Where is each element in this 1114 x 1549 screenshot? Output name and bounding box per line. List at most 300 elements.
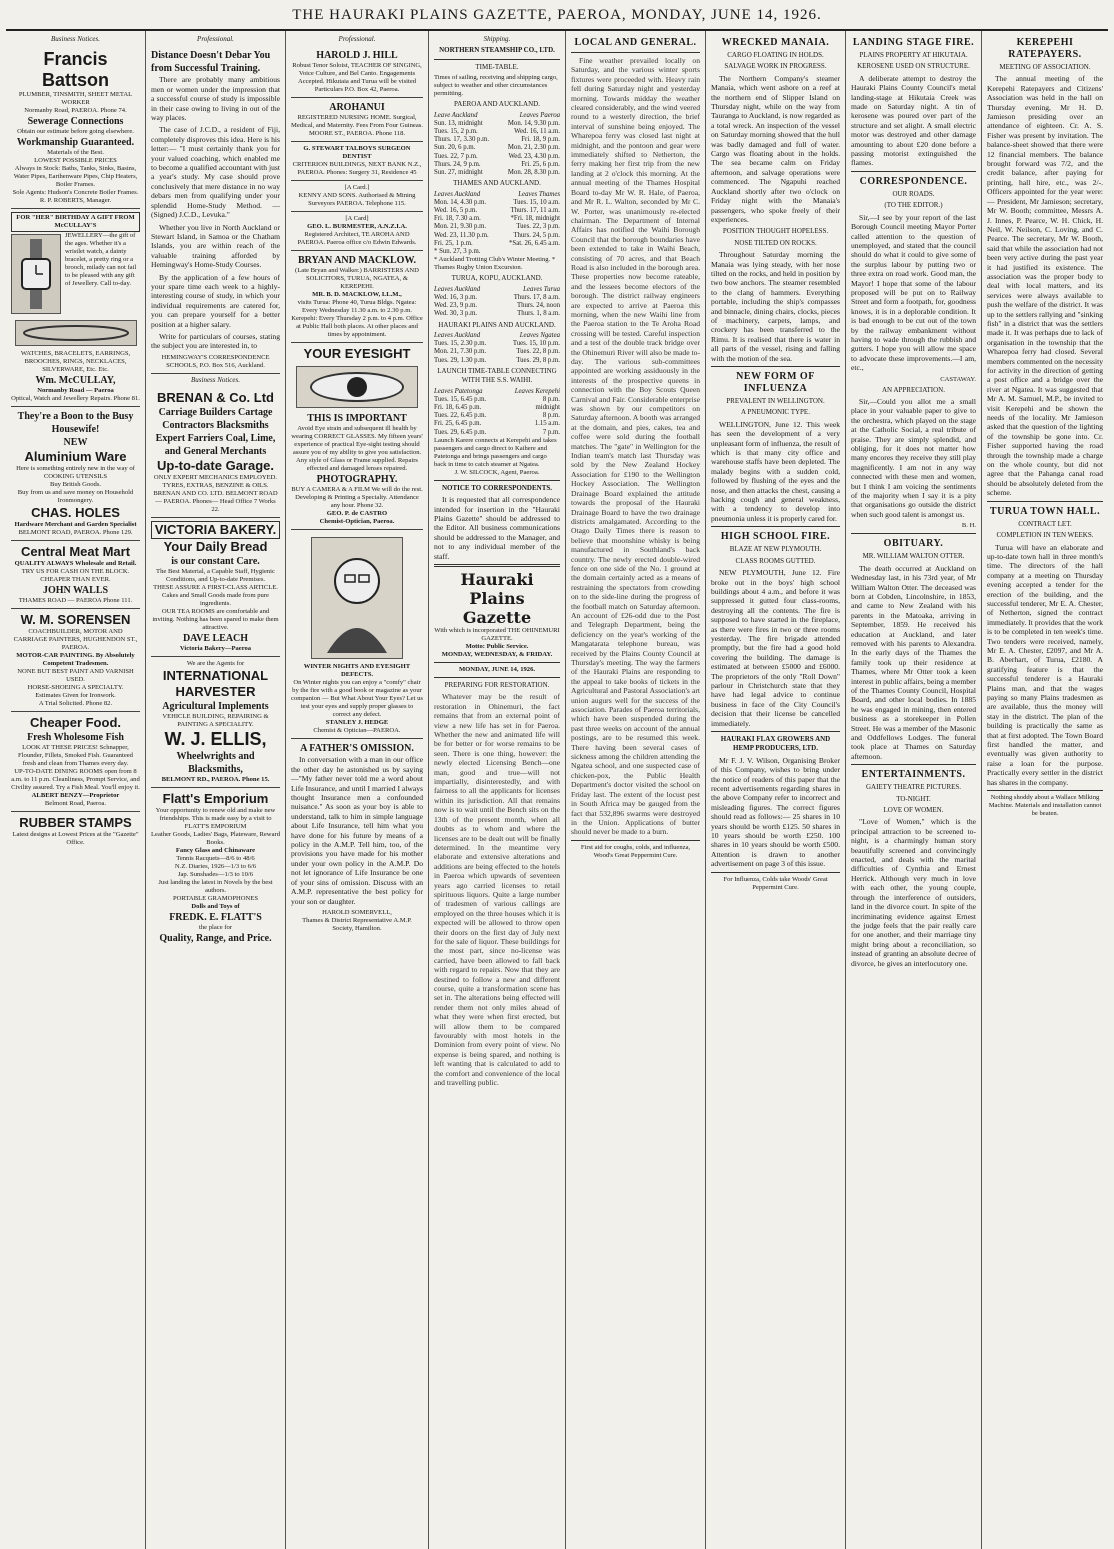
motto-text: Motto: Public Service.: [465, 643, 529, 650]
schedule-cell: Fri. 25, 6 p.m.: [521, 160, 560, 168]
article-text: Fine weather prevailed locally on Saturday, and the various winter sports fixtures were proceeded with. Heavy rain fell during Saturday night and yesterday morning. Towards midday the weather cleared considerably, and the wind veered round to a westerly direction, the brief interval of sunshine being enjoyed. The Wharepoa ferry was closed last night at midnight, and the pontoon and gear were immediately shifted to Netherton, the ferry making her first trip from the new landing at 2 o'clock this morning. At the annual meeting of the Thames Hospital Board to-day Mr W. R. Hale, of Paeroa, and Mr R. L. Walton, seconded by Mr C. W. Porter, was unanimously re-elected chairman. The Department of Internal Affairs has notified the Waihi Borough Council that the borough boundaries have been extended to take in Waihi Beach, consisting of 70 acres, and that Beach Road is also included in the borough area. These properties now become rateable, and the lessees become electors of the borough. The district railway engineers are expected to arrive at Paeroa this morning, when the new Waihi line from the Paeroa station to the Te Aroha Road crossing will be tested. Careful inspection and a test of the double track bridge over the Ohinemuri River will also be made to-day. The various sub-committees appointed are working assiduously in the interests of the prospective queens in connection with the Boy Scouts Queen Carnival and Fair. Considerable enterprise was shown by our competitors on Saturday afternoon. A booth was arranged at the domain, and pies, cakes, tea and coffee were sold during the football matches. The "gate" in Wellington for the Indian team's match last Thursday was sold by the New Zealand Hockey Association for £190 to the Wellington Hockey Association. The Wellington Drainage Board explained the attitude towards the proposal of the Hauraki Drainage Board to have the two drainage districts amalgamated. According to the Otago Daily Times there is reason to believe that moonshine whisky is being manufactured in Southland's back country. The newly erected double-wired fence on one side of the No. 1 ground at the domain certainly acted as a means of restraining the spectators from crowding on to the side-line during the progress of the football match on Saturday afternoon. An account of £26-odd due to the Post and Telegraph Department, being the deficiency on the year's working of the Mangatarata telephone bureau, was received by the Plains County Council at Thursday's meeting. The way the farmers of the Hauraki Plains are responding to the appeal to take books of tickets in the Agricultural and Pastoral Association's art union augurs well for the success of the association. Parades of Paeroa territorials, which have been suspended during the past three weeks on account of the annual postings, are to be resumed this week. There having been several cases of sickness among the children attending the Ngatea school, and one suspected case of chicken-pox, the Public Health Department's doctor visited the school on Friday last. The extent of the locust pest in South Africa may be gauged from the fact that 532,896 swarms were destroyed in the Union. Applications of butter should never be made to a burn.: [571, 56, 700, 837]
schedule-cell: Leaves Kerepehi: [514, 387, 560, 395]
novels-text: Just landing the latest in Novels by the best authors.: [158, 879, 273, 895]
quality-text: QUALITY ALWAYS Wholesale and Retail.: [14, 560, 137, 568]
schedule-cell: Mon. 14, 4.30 p.m.: [434, 198, 487, 206]
article-subheading: MEETING OF ASSOCIATION.: [999, 63, 1091, 71]
schedule-cell: Tues. 22, 7 p.m.: [434, 152, 478, 160]
schedule-cell: Tues. 15, 2 p.m.: [434, 128, 478, 136]
schedule-row: [434, 128, 560, 136]
dolls-text: Dolls and Toys of: [191, 903, 240, 911]
talboys-card: [291, 142, 423, 181]
route-note: Launch Karere connects at Kerepehi and takes passengers and cargo direct to Kaihere and Patetonga and brings passengers and cargo back in time to catch steamer at Ngatea.: [434, 436, 557, 468]
leach-name: DAVE LEACH: [182, 633, 249, 645]
article-subheading: MR. WILLIAM WALTON OTTER.: [862, 552, 965, 561]
winter-text: On Winter nights you can enjoy a "comfy" chair by the fire with a good book or magazine as your companion — But What About Your Eyes? Let us test your eyes and supply proper glasses to correct any defect.: [291, 679, 423, 719]
rubber-stamps-heading: RUBBER STAMPS: [19, 815, 132, 831]
leader-heading: PREPARING FOR RESTORATION.: [444, 681, 550, 689]
route-note: * Auckland Trotting Club's Winter Meeting. * Thames Rugby Union Excursion.: [434, 256, 556, 272]
section-label: Business Notices.: [191, 375, 240, 384]
aluminium-heading: Aluminium Ware: [24, 449, 127, 465]
ellis-trade: Wheelwrights and Blacksmiths,: [176, 751, 255, 776]
incorporation-text: With which is incorporated THE OHINEMURI GAZETTE.: [434, 627, 560, 642]
castro-name: GEO. P. de CASTRO: [326, 510, 388, 518]
masthead: THE HAURAKI PLAINS GAZETTE, PAEROA, MONDAY, JUNE 14, 1926.: [6, 4, 1108, 31]
article-text: WELLINGTON, June 12. This week has seen the development of a very unpleasant form of influenza, the result of which is that many city office and warehouse staffs have been depleted. The malady begins with a sudden cold, followed by flushing of the eyes and the nose, and then attacks the chest, causing a hacking cough and general weakness, with a tendency to develop into pneumonia unless it is properly cared for.: [711, 419, 840, 523]
holes-trade: Hardware Merchant and Garden Specialist: [14, 521, 137, 529]
arohanui-card: [291, 98, 423, 142]
leader-text: Whatever may be the result of restoration in Ohinemuri, the fact remains that from an external point of view a new life has set in for Paeroa. Whether the new and animated life will be for better or for worse remains to be seen. There is one thing, however: the newly elected Licensing Bench—one man, good and true—will not impartially, disinterestedly, and with fairness to all the applicants for licenses within its jurisdiction. All that remains now is to wait until the Bench sits on the 13th of the present month, when all doubts as to whom and where the licenses are to be dealt out will be finally determined. In the meantime very elaborate and extensive alterations and additions are being effected to the hotels in Paeroa which upwards of seventeen years ago carried licenses to retail spirituous liquors. Quite a large number of tradesmen of various callings are employed on the three houses which it is expected will be allowed to throw open their doors on the first day of July next for the sale of liquor. These buildings for the most part, since no-license was carried, have been allowed to fall back with regard to repairs. Now that they are destined to follow a new and different course, quite a transformation scene has set in. The alterations being effected will render them not only miles ahead of what they were when first erected, but will allow them to be compared favourably with most hotels in the Dominion from every point of view. No expense is being spared, and nothing is left wanting that is calculated to add to the comfort and convenience of the local and travelling public.: [434, 692, 560, 1088]
schedule-cell: Fri. 25, 6.45 p.m.: [434, 420, 482, 428]
schedule-cell: * Sun. 27, 3 p.m.: [434, 248, 481, 256]
column-6: [706, 31, 846, 1549]
article-text: Sir,—Could you allot me a small place in your valuable paper to give to the orchestra, which played on the stage at the Catholic Social, a real tribute of praise. They are simply splendid, and obliging, for it does not matter how many encores they receive they still play magnificently. I am not in any way connected with these men and women, but I think I am voicing the sentiments of the majority when I say it is a pity that organisations go outside the district when such good talent is amongst us.: [851, 397, 976, 519]
ellis-address: BELMONT RD., PAEROA. Phone 15.: [161, 776, 270, 784]
schedule-cell: Mon. 28, 8.30 p.m.: [507, 169, 560, 177]
hedge-trade: Chemist & Optician—PAEROA.: [313, 727, 401, 735]
article-subheading: LOVE OF WOMEN.: [883, 806, 944, 815]
schedule-row: [434, 388, 560, 396]
schedule-cell: Tues. 29, 6.45 p.m.: [434, 428, 487, 436]
schedule-row: [434, 153, 560, 161]
schedule-row: [434, 310, 560, 318]
article-subheading: COMPLETION IN TEN WEEKS.: [996, 531, 1094, 540]
column-7: [846, 31, 982, 1549]
schedule-cell: 8 p.m.: [542, 395, 560, 403]
correspondents-text: It is requested that all correspondence intended for insertion in the "Hauraki Plains Gazette" should be addressed to the Editor. All business communications should be addressed to the Manager, and not to any individual member of the staff.: [434, 495, 560, 561]
quality-range-price: Quality, Range, and Price.: [159, 933, 272, 945]
issue-date: MONDAY, JUNE 14, 1926.: [458, 666, 536, 673]
schedule-row: [434, 357, 560, 365]
article-subheading: SALVAGE WORK IN PROGRESS.: [724, 62, 827, 71]
schedule-row: [434, 215, 560, 223]
schedule-row: [434, 161, 560, 169]
materials-text: Materials of the Best.: [47, 149, 104, 157]
schedule-row: [434, 199, 560, 207]
schedule-row: [434, 396, 560, 404]
schedule-cell: midnight: [535, 403, 560, 411]
brenan-name: BRENAN & Co. Ltd: [157, 390, 274, 406]
amp-ad: [291, 739, 423, 936]
schedule-cell: Tues. 22, 3 p.m.: [516, 223, 560, 231]
timetable-heading: TIME-TABLE.: [475, 62, 519, 71]
schedule-cell: Tues. 29, 8 p.m.: [516, 356, 560, 364]
column-8: [982, 31, 1108, 1549]
schedule-cell: Wed. 30, 3 p.m.: [434, 310, 478, 318]
schedule-cell: Mon. 21, 9.30 p.m.: [434, 223, 487, 231]
schedule-row: [434, 294, 560, 302]
article-subheading: CLASS ROOMS GUTTED.: [735, 556, 816, 565]
schedule-cell: Thurs. 17, 11 a.m.: [510, 207, 560, 215]
schedule-row: [434, 302, 560, 310]
bread-heading: Your Daily Bread: [163, 539, 268, 555]
card-label: [A Card.]: [344, 184, 370, 192]
eye-icon: [310, 372, 404, 402]
schedule-cell: Wed. 23, 11.30 p.m.: [434, 231, 489, 239]
route-heading: TURUA, KOPU, AUCKLAND.: [451, 274, 543, 283]
mccullay-name: Wm. McCULLAY,: [35, 375, 116, 387]
article-subheading: A PNEUMONIC TYPE.: [741, 408, 810, 417]
bryan-name: BRYAN AND MACKLOW.: [297, 255, 417, 267]
schedule-cell: Wed. 16, 11 a.m.: [514, 128, 560, 136]
hill-card: [291, 46, 423, 98]
leather-text: Leather Goods, Ladies' Bags, Plateware, Reward Books.: [151, 831, 280, 847]
schedule-cell: Wed. 16, 5 p.m.: [434, 207, 478, 215]
flatt-text: Your opportunity to renew old and make new friendships. This is made easy by a visit to FLATT'S EMPORIUM: [155, 807, 276, 831]
kenny-text: KENNY AND SONS. Authorised & Mining Surveyors PAEROA. Telephone 115.: [298, 192, 416, 208]
route-heading: LAUNCH TIME-TABLE CONNECTING WITH THE S.S. WAIHI.: [437, 366, 557, 385]
father-heading: A FATHER'S OMISSION.: [300, 743, 414, 755]
schedule-cell: Leaves Ngatea: [519, 331, 560, 339]
garage-heading: Up-to-date Garage.: [156, 458, 274, 474]
article-text: Sir,—I see by your report of the last Borough Council meeting Mayor Porter called attention to the question of unemployed, and stated that the council should do what it could to give some of the surplus labour by putting two or three extra on road work. Good man, the Mayor! I hope that some of the labour proposed will be put on to Railway Street and form a footpath, for, goodness knows, it is in a deplorable condition. It is bad enough to be cut out of the town by the railway embankment without having to wade through the rubbish and gutters. I hope you will allow me space to advocate these improvements.—I am, etc.,: [851, 212, 976, 373]
hemingway-paragraph: Whether you live in North Auckland or Stewart Island, in Samoa or the Chatham Islands, you are within reach of the valuable training afforded by Hemingway's Home-Study Courses.: [151, 222, 280, 270]
somervell-name: HAROLD SOMERVELL,: [322, 908, 392, 916]
schedule-cell: 8 p.m.: [542, 412, 560, 420]
schedule-cell: [499, 248, 560, 256]
horse-shoeing: HORSE-SHOEING A SPECIALTY.: [27, 684, 124, 692]
schedule-cell: Leaves Thames: [518, 190, 560, 198]
schedule-cell: 1.15 a.m.: [534, 420, 560, 428]
schedule-cell: Fri. 18, 6.45 p.m.: [434, 403, 482, 411]
schedule-table: [434, 286, 560, 319]
column-4: [429, 31, 566, 1549]
distance-heading: Distance Doesn't Debar You from Successful Training.: [151, 50, 271, 75]
schedule-cell: Leaves Auckland: [434, 331, 481, 339]
victoria-bakery-ad: [151, 518, 280, 657]
hemingway-paragraph: By the application of a few hours of your spare time each week to a highly-interesting course of study, in which your individual requirements are catered for, you can prepare yourself for a better position at a higher salary.: [151, 272, 280, 329]
publication-days: MONDAY, WEDNESDAY, & FRIDAY.: [441, 651, 553, 658]
hedge-ad: [291, 530, 423, 739]
tennis-price: Tennis Racquets—8/6 to 48/6: [176, 855, 255, 863]
silcock-agent: J. W. SILCOCK, Agent, Paeroa.: [454, 468, 540, 476]
cure-advert: For Influenza, Colds take Woods' Great Peppermint Cure.: [723, 875, 828, 891]
diaries-price: N.Z. Diaries, 1926—1/3 to 6/6: [174, 863, 257, 871]
schedule-cell: Tues. 22, 6.45 p.m.: [434, 412, 487, 420]
stock-text: Always in Stock: Baths, Tanks, Sinks, Basins, Water Pipes, Earthenware Pipes, Chip Heaters, Boiler Frames.: [13, 165, 138, 189]
schedule-table: [434, 388, 560, 437]
agents-text: Sole Agents: Hudson's Concrete Boiler Frames.: [12, 189, 139, 197]
flatt-ad: [151, 788, 280, 948]
schedule-cell: Sun. 20, 6 p.m.: [434, 144, 476, 152]
eye-illustration: [296, 366, 418, 408]
macklow-name: MR. B. D. MACKLOW, LL.M.,: [312, 291, 402, 299]
cheaper-food-heading: Cheaper Food.: [29, 715, 121, 731]
schedule-cell: Fri. 25, 1 p.m.: [434, 239, 473, 247]
route-heading: HAURAKI PLAINS AND AUCKLAND.: [438, 320, 556, 329]
meat-mart-ad: [11, 541, 140, 609]
section-label: Professional.: [338, 35, 376, 43]
article-text: The death occurred at Auckland on Wednesday last, in his 73rd year, of Mr William Walton Otter. The deceased was born at Cobden, Lincolnshire, in 1853, and came to New Zealand with his parents in the Matoaka, arriving in September, 1859. He received his education at Auckland, and later removed with his parents to Alexandra. In the early days of the Thames the family took up their residence at Thames, where Mr Otter took a keen interest in public affairs, being a member of the Thames County Council, Hospital Board, and other local bodies. In 1885 he was engaged in mining, then entered business as a storekeeper in Pollen Street. He was a member of the Masonic and Oddfellows Lodges. The funeral took place at Thames on Saturday afternoon.: [851, 563, 976, 761]
schedule-cell: Thurs. 24, noon: [516, 302, 560, 310]
rubber-stamps-text: Latest designs at Lowest Prices at the "Gazette" Office.: [12, 831, 139, 847]
letter-signature: B. H.: [961, 522, 976, 530]
schedule-row: [434, 223, 560, 231]
article-subheading: POSITION THOUGHT HOPELESS.: [722, 227, 829, 236]
battson-ad: [11, 46, 140, 209]
sorensen-trade: COACHBUILDER, MOTOR AND CARRIAGE PAINTERS, HUGHENDON ST., PAEROA.: [13, 628, 138, 652]
central-meat-heading: Central Meat Mart: [20, 544, 131, 560]
card-label: [A Card]: [345, 215, 369, 223]
victoria-heading: VICTORIA BAKERY.: [151, 521, 280, 539]
holes-address: BELMONT ROAD, PAEROA. Phone 129.: [18, 529, 133, 537]
schedule-row: [434, 286, 560, 294]
cure-advert: First aid for coughs, colds, and influenza, Wood's Great Peppermint Cure.: [580, 843, 691, 859]
brenan-services: Carriage Builders Cartage Contractors Blacksmiths Expert Farriers Coal, Lime, and General Merchants: [155, 407, 276, 458]
dining-text: UP-TO-DATE DINING ROOMS open from 8 a.m. to 11 p.m. Cleanliness, Prompt Service, and Civility assured. Try a Fish Meal. You'll enjoy it.: [11, 768, 140, 792]
watches-list: WATCHES, BRACELETS, EARRINGS, BROOCHES, RINGS, NECKLACES, SILVERWARE, Etc. Etc.: [20, 350, 131, 374]
nursing-text: REGISTERED NURSING HOME. Surgical, Medical, and Maternity. Fees From Four Guineas. MOORE ST., PAEROA. Phone 118.: [291, 114, 423, 138]
article-heading: TURUA TOWN HALL.: [989, 505, 1101, 517]
holes-name: CHAS. HOLES: [31, 505, 120, 521]
criterion-text: CRITERION BUILDINGS, NEXT BANK N.Z., PAEROA. Phones: Surgery 31, Residence 45: [292, 161, 422, 177]
bryan-card: [291, 251, 423, 343]
benzy-address: Belmont Road, Paeroa.: [44, 800, 107, 808]
schedule-row: [434, 348, 560, 356]
walls-address: THAMES ROAD — PAEROA Phone 111.: [18, 597, 133, 605]
schedule-cell: Tues. 22, 8 p.m.: [516, 348, 560, 356]
bryan-text: (Late Bryan and Walker.) BARRISTERS AND SOLICITORS, TURUA, NGATEA, & KEREPEHI.: [295, 267, 419, 291]
talboys-name: G. STEWART TALBOYS SURGEON DENTIST: [303, 145, 411, 161]
somervell-text: Thames & District Representative A.M.P. Society, Hamilton.: [302, 916, 412, 932]
article-subheading: AN APPRECIATION.: [881, 385, 945, 394]
schedule-row: [434, 136, 560, 144]
article-heading: KEREPEHI RATEPAYERS.: [1008, 37, 1082, 60]
man-portrait-illustration: [311, 537, 403, 659]
sunshades-price: Jap. Sunshades—1/3 to 10/6: [177, 871, 254, 879]
route-heading: PAEROA AND AUCKLAND.: [454, 100, 540, 109]
photography-heading: PHOTOGRAPHY.: [316, 474, 398, 486]
brenan-address: BRENAN AND CO. LTD. BELMONT ROAD — PAEROA. Phones— Head Office 7 Works 22.: [153, 490, 278, 514]
hemingway-address: HEMINGWAY'S CORRESPONDENCE SCHOOLS, P.O. Box 516, Auckland.: [161, 353, 270, 369]
schedule-row: [434, 412, 560, 420]
article-text: The Northern Company's steamer Manaia, which went ashore on a reef at the northern end of Slipper Island on Thursday night, while on the way from Tauranga to Auckland, is now regarded as a total wreck. An inspection of the vessel on Saturday morning showed that the hull was badly damaged and full of water. Cargo was floating about in the holds. The sea became calm on Friday afternoon, and salvage operations were commenced. The Ngapuhi reached Auckland shortly after two o'clock on Friday night with the Manaia's passengers, who spoke freely of their experiences.: [711, 73, 840, 224]
camera-text: BUY A CAMERA & A FILM We will do the rest. Developing & Printing a Specialty. Attendance any hour. Phone 32.: [291, 486, 423, 510]
aluminium-text: Here is something entirely new in the way of COOKING UTENSILS: [16, 465, 135, 481]
manager-text: R. P. ROBERTS, Manager.: [39, 197, 112, 205]
workmanship-heading: Workmanship Guaranteed.: [16, 137, 135, 149]
column-3: [286, 31, 429, 1549]
castro-trade: Chemist-Optician, Paeroa.: [319, 518, 395, 526]
eyesight-heading: YOUR EYESIGHT: [303, 346, 411, 362]
benzy-name: ALBERT BENZY—Proprietor: [31, 792, 120, 800]
schedule-row: [434, 429, 560, 437]
shipping-company: NORTHERN STEAMSHIP CO., LTD.: [439, 46, 555, 55]
article-subheading: CARGO FLOATING IN HOLDS.: [727, 51, 824, 59]
schedule-row: [434, 332, 560, 340]
portrait-icon: [317, 543, 397, 653]
correspondents-heading: NOTICE TO CORRESPONDENTS.: [441, 483, 553, 492]
motor-painting: MOTOR-CAR PAINTING. By Absolutely Competent Tradesmen.: [16, 652, 135, 668]
hemingway-ad: [151, 46, 280, 373]
burmester-text: Registered Architect, TE AROHA AND PAEROA. Paeroa office c/o Edwin Edwards.: [297, 231, 417, 247]
schedule-row: [434, 120, 560, 128]
column-5: [566, 31, 706, 1549]
article-subheading: BLAZE AT NEW PLYMOUTH.: [729, 545, 822, 554]
fish-text: LOOK AT THESE PRICES! Schnapper, Flounder, Fillets, Smoked Fish. Guaranteed fresh and clean from Thames every day.: [18, 744, 133, 768]
sewerage-text: Obtain our estimate before going elsewhere.: [17, 128, 134, 136]
section-label: Business Notices.: [51, 35, 100, 43]
schedule-cell: Mon. 14, 9.30 p.m.: [507, 119, 560, 127]
gramophones-text: PORTABLE GRAMOPHONES: [173, 895, 258, 903]
article-text: A deliberate attempt to destroy the Hauraki Plains County Council's metal landing-stage at Hikutaia Creek was made on Saturday night. A tin of kerosene was poured over part of the structure and set alight. A small electric motor was destroyed and other damage amounting to about £20 done before a passing motorist extinguished the flames.: [851, 73, 976, 168]
tyres-text: TYRES, EXTRAS, BENZINE & OILS.: [162, 482, 269, 490]
mccullay-address: Normanby Road — Paeroa: [37, 387, 114, 395]
section-label: Professional.: [197, 35, 234, 43]
hemingway-paragraph: The case of J.C.D., a resident of Fiji, completely disproves this idea. Here is his letter:— "I must certainly thank you for your valued coaching, which enabled me to become a qualified accountant with just a year's study. My case should prove conclusively that mere distance in no way debars men from qualifying under your splendid Home-Study Method. —(Signed) J.C.D., Levuka.": [151, 125, 280, 220]
column-2: [146, 31, 286, 1549]
fancy-text: Fancy Glass and Chinaware: [175, 847, 256, 855]
brenan-ad: [151, 387, 280, 518]
article-text: The annual meeting of the Kerepehi Ratepayers and Citizens' Association was held in the hall on Thursday evening, Mr H. D. Jamieson presiding over an attendance of eighteen. Cr. A. S. Fisher was present by invitation. The balance-sheet showed that there were 12 financial members. The balance brought forward was 7/2, and the credit balance, after paying for printing, hall hire, etc., was 2/-. Officers appointed for the year were:— President, Mr Jamieson; secretary, Mr W. Booth; committee, Messrs A. J. Innes, P. Pearce, W. H. Chick, H. Neil, W. Neilson, C. Loving, and C. Pearce. The secretary, Mr W. Booth, said that while the association had not been very active during the past year it had justified its existence. The association was the proper body to deal with local matters, and its services were always available to push the welfare of the district. It was up to the settlers rallying and "sinking fish" in a district that was the settlers made it. It was perhaps due to lack of organisation in the township that the Wharepoa ferry had closed. Several members commented on the necessity for activity in the direction of getting a post office and a bridge over the river at Ngatea. It was suggested that Mr A. M. Samuel, M.P., be invited to visit Kerepehi and be shown the needs of the locality. Mr Jamieson asked that the question of the lighting of the township be gone into. Cr. Fisher supported having the road through the township made a charge on the whole county, but did not agree that the Pahanga canal road should be absolutely deleted from the scheme.: [987, 74, 1103, 498]
hemingway-paragraph: Write for particulars of courses, stating the subject you are interested in, to: [151, 331, 280, 351]
schedule-row: [434, 191, 560, 199]
harvester-heading: INTERNATIONAL HARVESTER: [162, 668, 269, 700]
article-subheading: NOSE TILTED ON ROCKS.: [734, 238, 817, 247]
battson-trade: PLUMBER, TINSMITH, SHEET METAL WORKER: [18, 91, 133, 107]
article-heading: ENTERTAINMENTS.: [861, 769, 966, 781]
schedule-cell: Thurs. 17, 3.30 p.m.: [434, 136, 490, 144]
ellis-ad: [151, 657, 280, 788]
schedule-table: [434, 191, 560, 257]
boon-heading: They're a Boon to the Busy Housewife!: [17, 411, 134, 436]
schedule-cell: Fri. 18, 9 p.m.: [521, 136, 560, 144]
article-subheading: CONTRACT LET.: [1018, 519, 1072, 528]
place-text: the place for: [199, 924, 232, 932]
article-subheading: (TO THE EDITOR.): [884, 201, 943, 210]
schedule-cell: Sun. 27, midnight: [434, 169, 483, 177]
article-heading: HAURAKI FLAX GROWERS AND HEMP PRODUCERS, LTD.: [720, 735, 831, 753]
father-text: In conversation with a man in our office the other day he astonished us by saying—"My father never told me a word about Life Insurance, and until I married I always thought Insurance men a confounded nuisance." As soon as your boy is able to understand, talk to him in simple language about Life Insurance, tell him what you have done for his future by means of a policy in the A.M.P. Tell him, too, of the provisions you have made for his mother under your own policy in the A.M.P. Do not let ignorance of Life Insurance be one of your sins of omission. Discuss with an A.M.P. representative the best policy for your son or daughter.: [291, 755, 423, 906]
article-text: NEW PLYMOUTH, June 12. Fire broke out in the boys' high school buildings about 4 a.m., and before it was suppressed it gutted four class-rooms, destroying all the contents. The fire is supposed to have started in the fireplace, as there were fires in two or three rooms yesterday. The fire brigade attended promptly, but the fire had a good hold covering the building. The damage is estimated at between £5000 and £6000. The proprietors of the only "Roll Down" parlour in Christchurch state that they have had legal advice to continue business in face of the City Council's decision that their license be cancelled immediately.: [711, 568, 840, 728]
trial-text: A Trial Solicited. Phone 82.: [38, 700, 113, 708]
letter-signature: CASTAWAY.: [940, 375, 976, 383]
bracelet-icon: [21, 324, 131, 342]
leach-address: Victoria Bakery—Paeroa: [179, 645, 252, 653]
birthday-banner: FOR "HER" BIRTHDAY A GIFT FROM McCULLAY'S: [11, 212, 140, 232]
column-1: [6, 31, 146, 1549]
hedge-name: STANLEY J. HEDGE: [325, 719, 389, 727]
try-us-text: TRY US FOR CASH ON THE BLOCK. CHEAPER THAN EVER.: [21, 568, 130, 584]
schedule-row: [434, 144, 560, 152]
article-heading: CORRESPONDENCE.: [859, 175, 968, 187]
fredk-name: FREDK. E. FLATT'S: [169, 912, 262, 924]
lowest-prices: LOWEST POSSIBLE PRICES: [34, 157, 117, 165]
schedule-cell: Sun. 13, midnight: [434, 119, 483, 127]
schedule-cell: Thurs. 24, 9 p.m.: [434, 160, 481, 168]
schedule-cell: *Fri. 18, midnight: [510, 215, 560, 223]
article-subheading: GAIETY THEATRE PICTURES.: [865, 783, 962, 792]
schedule-row: [434, 169, 560, 177]
article-heading: LANDING STAGE FIRE.: [852, 37, 975, 48]
schedule-cell: Leaves Turua: [523, 285, 560, 293]
assure-text: THESE ASSURE A FIRST-CLASS ARTICLE.: [153, 584, 278, 592]
schedule-row: [434, 420, 560, 428]
hill-name: HAROLD J. HILL: [316, 50, 398, 62]
article-subheading: PREVALENT IN WELLINGTON.: [726, 397, 825, 405]
article-text: "Love of Women," which is the principal attraction to be screened to-night, is a charmingly human story beautifully screened and convincingly enacted, and deals with the marital difficulties of Cynthia and Ernest Herrick. Although very much in love with each other, the young couple, through the interference of outsiders, land in the divorce court. In spite of the incriminating evidence against Ernest the judge feels that the pair really care for one another, and their marriage tiny might bring about a reconciliation, so instead of granting an absolute decree of divorce, he gives an interlocutory one.: [851, 817, 976, 968]
hill-text: Robust Tenor Soloist, TEACHER OF SINGING, Voice Culture, and Bel Canto. Engagements Accepted. Hikutaia and Turua will be visited Particulars P.O. Box 42, Paeroa.: [292, 62, 422, 94]
winter-heading: WINTER NIGHTS AND EYESIGHT DEFECTS.: [303, 663, 411, 679]
buy-ironmongery: Buy from us and save money on Household Ironmongery.: [17, 489, 134, 505]
article-heading: LOCAL AND GENERAL.: [574, 37, 697, 48]
schedule-cell: Fri. 18, 7.30 a.m.: [434, 215, 481, 223]
schedule-cell: Wed. 23, 9 p.m.: [434, 302, 478, 310]
article-subheading: KEROSENE USED ON STRUCTURE.: [857, 62, 970, 71]
timetable-note: Times of sailing, receiving and shipping cargo, subject to weather and other circumstances permitting.: [434, 74, 558, 98]
schedule-cell: 7 p.m.: [542, 428, 560, 436]
aluminium-ad: [11, 407, 140, 541]
jewellery-text: JEWELLERY—the gift of the ages. Whether it's a wristlet watch, a dainty bracelet, a pretty ring or a brooch, milady can not fail to be pleased with any gift of Jewellery. Call to-day.: [65, 232, 137, 288]
article-heading: NEW FORM OF INFLUENZA: [736, 371, 815, 394]
wristwatch-illustration: [11, 234, 61, 314]
schedule-row: [434, 404, 560, 412]
article-subheading: OUR ROADS.: [892, 189, 935, 198]
schedule-row: [434, 112, 560, 120]
schedule-cell: Tues. 15, 10 a.m.: [513, 198, 560, 206]
sewerage-heading: Sewerage Connections: [27, 116, 124, 128]
ellis-name: W. J. ELLIS,: [164, 729, 267, 750]
route-heading: THAMES AND AUCKLAND.: [453, 179, 541, 188]
battson-address: Normanby Road, PAEROA. Phone 74.: [24, 107, 127, 115]
schedule-cell: Mon. 21, 2.30 p.m.: [507, 144, 560, 152]
article-subheading: PLAINS PROPERTY AT HIKUTAIA.: [859, 51, 968, 59]
flatt-heading: Flatt's Emporium: [162, 791, 269, 807]
watch-icon: [16, 239, 56, 309]
section-label: Shipping.: [483, 35, 511, 43]
schedule-row: [434, 232, 560, 240]
schedule-cell: Thurs. 24, 5 p.m.: [513, 231, 560, 239]
schedule-row: [434, 207, 560, 215]
schedule-cell: Wed. 16, 3 p.m.: [434, 293, 478, 301]
schedule-cell: Thurs. 1, 8 a.m.: [517, 310, 560, 318]
schedule-cell: *Sat. 26, 6.45 a.m.: [509, 239, 560, 247]
article-heading: WRECKED MANAIA.: [721, 37, 830, 48]
eyes-text: Avoid Eye strain and subsequent ill health by wearing CORRECT GLASSES. My fifteen years' experience of practical Eye-sight testing should assure you of my ability to give you satisfaction.: [291, 425, 423, 457]
battson-name: Francis Battson: [42, 49, 109, 91]
fish-heading: Fresh Wholesome Fish: [27, 732, 124, 744]
mccullay-ad: [11, 209, 140, 407]
schedule-cell: Thurs. 17, 8 a.m.: [513, 293, 560, 301]
schedule-cell: Leaves Patetonga: [434, 387, 483, 395]
article-heading: HIGH SCHOOL FIRE.: [720, 531, 831, 543]
schedule-cell: Leaves Paeroa: [519, 111, 560, 119]
schedule-table: [434, 332, 560, 365]
agents-text: We are the Agents for: [186, 660, 245, 668]
vehicle-text: VEHICLE BUILDING, REPAIRING & PAINTING A SPECIALITY.: [162, 713, 269, 729]
article-subheading: TO-NIGHT.: [896, 794, 931, 803]
mechanics-text: ONLY EXPERT MECHANICS EMPLOYED.: [153, 474, 278, 482]
schedule-cell: Tues. 29, 1.30 p.m.: [434, 356, 487, 364]
macklow-text: visits Turua: Phone 40, Turua Bldgs. Ngatea: Every Wednesday 11.30 a.m. to 2.30 p.m. Kerepehi: Every Thursday 2 p.m. to 4 p.m. Office at Public Hall both places. At other places and times by appointment.: [291, 299, 423, 339]
best-text: The Best Material, a Capable Staff, Hygienic Conditions, and Up-to-date Premises.: [156, 568, 275, 584]
arohanui-name: AROHANUI: [329, 102, 385, 114]
constant-text: is our constant Care.: [171, 556, 260, 568]
columns: [6, 31, 1108, 1549]
paper-title: Hauraki Plains Gazette: [460, 570, 534, 627]
hemingway-paragraph: There are probably many ambitious men or women under the impression that a successful course of study is impossible in their case owing to living in out of the way places.: [151, 75, 280, 123]
british-goods: Buy British Goods.: [49, 481, 102, 489]
mccullay-trade: Optical, Watch and Jewellery Repairs. Phone 81.: [11, 395, 140, 403]
milking-advert: Nothing shoddy about a Wallace Milking Machine. Materials and installation cannot be beaten.: [988, 794, 1102, 818]
article-text: Turua will have an elaborate and up-to-date town hall in three month's time. The directors of the hall company at a meeting on Thursday evening accepted a tender for the erection of the building, and the successful tenderer, Mr E. A. Chester, of Netherton, signed the contract immediately. It provides that the work is to be completed in ten week's time. Two tenders were received, namely, Mr E. A. Chester, £2097, and Mr A. B. Aberhart, of Turua, £2180. A gratifying feature is that the successful tenderer is a Hauraki Plains man, and that the wages paying so many Plains tradesmen as are available, thus the money will stay in the district. The plan of the building is practically the same as that at first adopted. The Town Board first handled the matter, and eventually was given authority to raise a loan for the purpose. Practically every settler in the district has shares in the company.: [987, 542, 1103, 787]
important-heading: THIS IS IMPORTANT: [307, 413, 407, 425]
schedule-cell: Tues. 15, 10 p.m.: [512, 340, 560, 348]
sorensen-ad: [11, 609, 140, 712]
new-label: NEW: [63, 437, 88, 449]
fish-ad: [11, 712, 140, 812]
article-heading: OBITUARY.: [883, 538, 944, 550]
